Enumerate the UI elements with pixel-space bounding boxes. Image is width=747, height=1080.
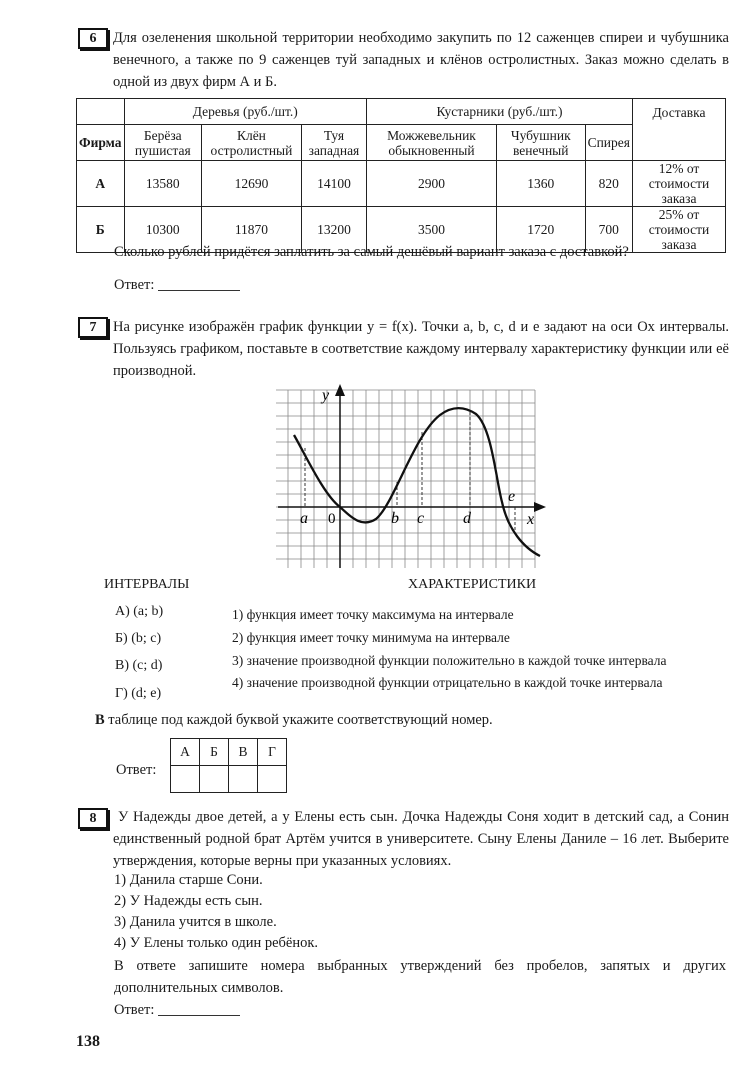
group-shrubs-header: Кустарники (руб./шт.) bbox=[367, 99, 633, 125]
price-cell: 10300 bbox=[124, 207, 201, 253]
point-e-label: e bbox=[508, 488, 516, 505]
instruction-rest: таблице под каждой буквой укажите соответствующий номер. bbox=[104, 712, 493, 728]
characteristics-title: ХАРАКТЕРИСТИКИ bbox=[408, 577, 537, 592]
price-cell: 13200 bbox=[301, 207, 366, 253]
interval-item: Г) (d; e) bbox=[115, 686, 162, 701]
q8-text: У Надежды двое детей, а у Елены есть сын. Дочка Надежды Соня ходит в детский сад, а Сонин единственный родной брат Артём учится в университете. Сыну Елены Даниле – 16 лет. Выберите утверждения, которые верны при указанных условиях. bbox=[113, 809, 729, 869]
col-header: Клён остролистный bbox=[202, 125, 302, 161]
characteristic-item: 3) значение производной функции положительно в каждой точке интервала bbox=[232, 653, 667, 668]
point-b-label: b bbox=[391, 510, 399, 527]
price-cell: 3500 bbox=[367, 207, 497, 253]
answer-letter: Г bbox=[258, 739, 287, 766]
group-trees-header: Деревья (руб./шт.) bbox=[124, 99, 367, 125]
price-cell: 14100 bbox=[301, 161, 366, 207]
price-cell: 1360 bbox=[496, 161, 585, 207]
table-row bbox=[77, 161, 726, 207]
firm-cell: А bbox=[77, 161, 125, 207]
characteristic-item: 1) функция имеет точку максимума на интервале bbox=[232, 607, 514, 622]
y-axis bbox=[335, 384, 345, 568]
page-number: 138 bbox=[76, 1033, 100, 1050]
firm-header: Фирма bbox=[77, 125, 125, 161]
answer-cell[interactable] bbox=[229, 766, 258, 793]
q7-text-content: На рисунке изображён график функции y = f(x). Точки a, b, c, d и e задают на оси Ox интервалы. Пользуясь графиком, поставьте в соответствие каждому интервалу характеристику функции или её производной. bbox=[113, 319, 729, 379]
table-corner bbox=[77, 99, 125, 125]
answer-cell[interactable] bbox=[171, 766, 200, 793]
characteristic-item: 4) значение производной функции отрицательно в каждой точке интервала bbox=[232, 675, 663, 690]
col-header: Туя западная bbox=[301, 125, 366, 161]
price-cell: 1720 bbox=[496, 207, 585, 253]
statement-item: 4) У Елены только один ребёнок. bbox=[114, 935, 319, 951]
characteristic-item: 2) функция имеет точку минимума на интервале bbox=[232, 630, 510, 645]
q6-text: Для озеленения школьной территории необходимо закупить по 12 саженцев спиреи и чубушника венечного, а также по 9 саженцев туй западных и клёнов остролистных. Заказ можно сделать в одной из двух фирм А и Б. bbox=[113, 30, 729, 90]
y-label: y bbox=[322, 387, 330, 404]
col-header: Берёза пушистая bbox=[124, 125, 201, 161]
task-number-6: 6 bbox=[78, 28, 108, 49]
delivery-header: Доставка bbox=[633, 99, 726, 161]
x-label: x bbox=[527, 511, 535, 528]
statement-item: 2) У Надежды есть сын. bbox=[114, 893, 263, 909]
price-cell: 13580 bbox=[124, 161, 201, 207]
x-axis bbox=[278, 502, 546, 512]
price-cell: 820 bbox=[585, 161, 632, 207]
origin-label: 0 bbox=[328, 511, 336, 527]
instruction-bold: В bbox=[95, 712, 105, 728]
q6-answer-row bbox=[114, 276, 240, 294]
firm-cell: Б bbox=[77, 207, 125, 253]
interval-dashes bbox=[305, 412, 515, 532]
q7-answer-label: Ответ: bbox=[116, 762, 157, 778]
q8-footer: В ответе запишите номера выбранных утверждений без пробелов, запятых и других дополнительных символов. bbox=[114, 958, 726, 996]
interval-item: В) (c; d) bbox=[115, 658, 163, 673]
interval-item: А) (a; b) bbox=[115, 604, 164, 619]
q6-answer-field[interactable] bbox=[158, 276, 240, 291]
price-cell: 700 bbox=[585, 207, 632, 253]
point-c-label: c bbox=[417, 510, 425, 527]
q6-question: Сколько рублей придётся заплатить за самый дешёвый вариант заказа с доставкой? bbox=[114, 244, 629, 260]
point-a-label: a bbox=[300, 510, 308, 527]
price-cell: 11870 bbox=[202, 207, 302, 253]
statement-item: 3) Данила учится в школе. bbox=[114, 914, 277, 930]
delivery-cell: 12% от стоимости заказа bbox=[633, 161, 726, 207]
answer-cell[interactable] bbox=[200, 766, 229, 793]
q7-text bbox=[113, 316, 729, 382]
function-curve bbox=[294, 408, 540, 556]
q6-price-table bbox=[76, 98, 726, 253]
q8-answer-field[interactable] bbox=[158, 1001, 240, 1016]
point-d-label: d bbox=[463, 510, 471, 527]
col-header: Спирея bbox=[585, 125, 632, 161]
x-axis-arrow-icon bbox=[534, 502, 546, 512]
col-header: Чубушник венечный bbox=[496, 125, 585, 161]
q8-answer-row bbox=[114, 1001, 240, 1019]
function-graph bbox=[276, 380, 551, 570]
q7-answer-table bbox=[170, 738, 287, 793]
col-header: Можжевельник обыкновенный bbox=[367, 125, 497, 161]
price-cell: 2900 bbox=[367, 161, 497, 207]
task-number-7: 7 bbox=[78, 317, 108, 338]
delivery-cell: 25% от стоимости заказа bbox=[633, 207, 726, 253]
answer-cell[interactable] bbox=[258, 766, 287, 793]
statement-item: 1) Данила старше Сони. bbox=[114, 872, 263, 888]
q7-instruction bbox=[95, 712, 493, 729]
price-cell: 12690 bbox=[202, 161, 302, 207]
answer-letter: Б bbox=[200, 739, 229, 766]
task-number-8: 8 bbox=[78, 808, 108, 829]
answer-label: Ответ: bbox=[114, 1002, 155, 1018]
interval-item: Б) (b; c) bbox=[115, 631, 162, 646]
answer-letter: А bbox=[171, 739, 200, 766]
answer-label: Ответ: bbox=[114, 277, 155, 293]
intervals-title: ИНТЕРВАЛЫ bbox=[104, 577, 190, 592]
answer-letter: В bbox=[229, 739, 258, 766]
